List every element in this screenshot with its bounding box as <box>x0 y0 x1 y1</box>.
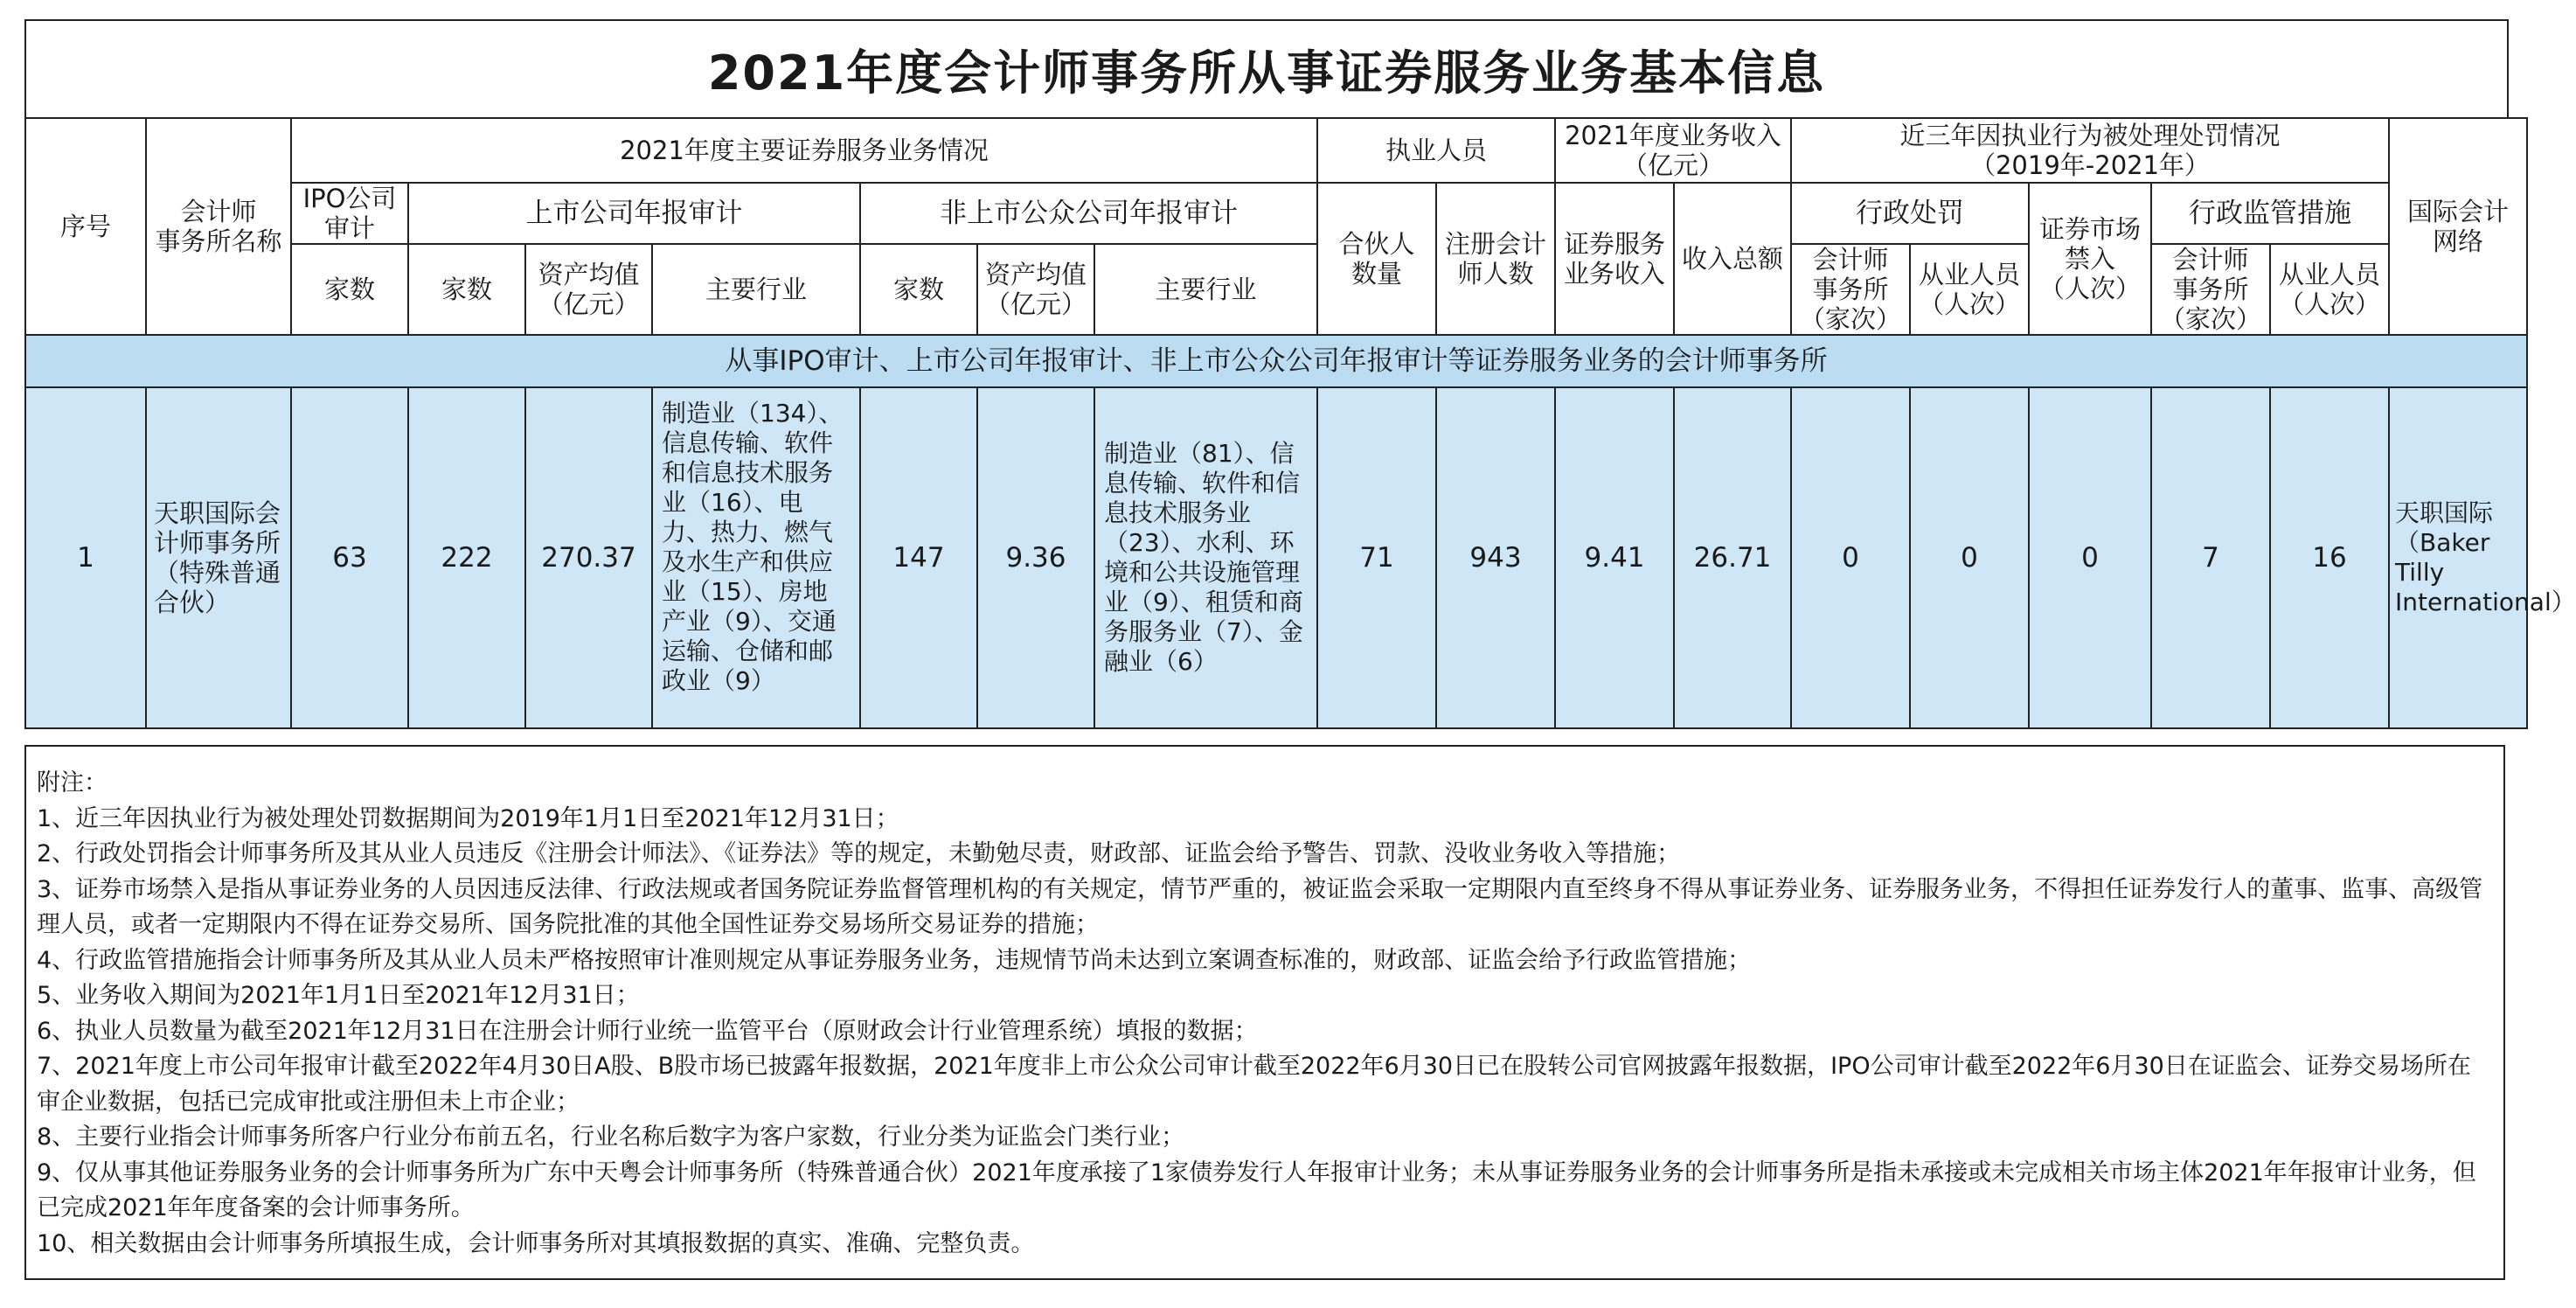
header-partners: 合伙人 数量 <box>1317 183 1436 335</box>
header-revenue: 2021年度业务收入 （亿元） <box>1555 118 1791 183</box>
header-seq: 序号 <box>25 118 146 335</box>
firm-info-table <box>24 117 2576 729</box>
header-penalty-staff: 从业人员 （人次） <box>1910 244 2029 335</box>
header-nonlisted-count: 家数 <box>860 244 977 335</box>
cell-market-ban: 0 <box>2029 387 2151 728</box>
header-firm-name: 会计师 事务所名称 <box>146 118 291 335</box>
cell-nonlisted-asset-avg: 9.36 <box>977 387 1094 728</box>
cell-seq: 1 <box>25 387 146 728</box>
cell-listed-industry: 制造业（134）、信息传输、软件和信息技术服务业（16）、电力、热力、燃气及水生产和供应业（15）、房地产业（9）、交通运输、仓储和邮政业（9） <box>652 387 860 728</box>
cell-listed-asset-avg: 270.37 <box>525 387 652 728</box>
header-nonlisted-audit: 非上市公众公司年报审计 <box>860 183 1317 244</box>
cell-partners: 71 <box>1317 387 1436 728</box>
cell-supervision-staff: 16 <box>2270 387 2389 728</box>
section-label: 从事IPO审计、上市公司年报审计、非上市公众公司年报审计等证券服务业务的会计师事务所 <box>25 335 2527 387</box>
header-cpas: 注册会计 师人数 <box>1436 183 1555 335</box>
note-item: 7、2021年度上市公司年报审计截至2022年4月30日A股、B股市场已披露年报数据，2021年度非上市公众公司审计截至2022年6月30日已在股转公司官网披露年报数据，IPO公司审计截至2022年6月30日在证监会、证券交易场所在审企业数据，包括已完成审批或注册但未上市企业； <box>37 1053 2471 1116</box>
cell-firm-name: 天职国际会计师事务所（特殊普通合伙） <box>146 387 291 728</box>
report-page <box>24 19 2576 729</box>
note-item: 1、近三年因执业行为被处理处罚数据期间为2019年1月1日至2021年12月31日； <box>37 804 899 832</box>
header-admin-supervision: 行政监管措施 <box>2151 183 2389 244</box>
header-penalties: 近三年因执业行为被处理处罚情况 （2019年-2021年） <box>1791 118 2389 183</box>
notes-box <box>24 745 2505 1280</box>
note-item: 4、行政监管措施指会计师事务所及其从业人员未严格按照审计准则规定从事证券服务业务，违规情节尚未达到立案调查标准的，财政部、证监会给予行政监管措施； <box>37 946 1752 974</box>
cell-intl-network: 天职国际（Baker Tilly International） <box>2389 387 2527 728</box>
header-listed-count: 家数 <box>408 244 525 335</box>
page-title: 2021年度会计师事务所从事证券服务业务基本信息 <box>24 19 2509 117</box>
header-total-revenue: 收入总额 <box>1674 183 1791 335</box>
header-supervision-firm: 会计师 事务所 （家次） <box>2151 244 2270 335</box>
cell-nonlisted-count: 147 <box>860 387 977 728</box>
header-ipo-count: 家数 <box>291 244 408 335</box>
header-penalty-firm: 会计师 事务所 （家次） <box>1791 244 1910 335</box>
header-supervision-staff: 从业人员 （人次） <box>2270 244 2389 335</box>
header-nonlisted-asset-avg: 资产均值 （亿元） <box>977 244 1094 335</box>
header-admin-penalty: 行政处罚 <box>1791 183 2029 244</box>
cell-ipo-count: 63 <box>291 387 408 728</box>
header-ipo-audit: IPO公司 审计 <box>291 183 408 244</box>
header-nonlisted-industry: 主要行业 <box>1094 244 1317 335</box>
cell-total-revenue: 26.71 <box>1674 387 1791 728</box>
cell-supervision-firm: 7 <box>2151 387 2270 728</box>
note-item: 2、行政处罚指会计师事务所及其从业人员违反《注册会计师法》、《证券法》等的规定，未勤勉尽责，财政部、证监会给予警告、罚款、没收业务收入等措施； <box>37 840 1681 867</box>
note-item: 9、仅从事其他证券服务业务的会计师事务所为广东中天粤会计师事务所（特殊普通合伙）2021年度承接了1家债券发行人年报审计业务；未从事证券服务业务的会计师事务所是指未承接或未完成相关市场主体2021年年报审计业务，但已完成2021年年度备案的会计师事务所。 <box>37 1158 2476 1221</box>
header-market-ban: 证券市场 禁入 （人次） <box>2029 183 2151 335</box>
cell-penalty-staff: 0 <box>1910 387 2029 728</box>
cell-nonlisted-industry: 制造业（81）、信息传输、软件和信息技术服务业（23）、水利、环境和公共设施管理业（9）、租赁和商务服务业（7）、金融业（6） <box>1094 387 1317 728</box>
notes-heading: 附注： <box>37 769 108 797</box>
note-item: 10、相关数据由会计师事务所填报生成，会计师事务所对其填报数据的真实、准确、完整负责。 <box>37 1229 1035 1257</box>
table-row <box>25 387 2527 728</box>
note-item: 5、业务收入期间为2021年1月1日至2021年12月31日； <box>37 982 640 1009</box>
note-item: 3、证券市场禁入是指从事证券业务的人员因违反法律、行政法规或者国务院证券监督管理机构的有关规定，情节严重的，被证监会采取一定期限内直至终身不得从事证券业务、证券服务业务，不得担任证券发行人的董事、监事、高级管理人员，或者一定期限内不得在证券交易所、国务院批准的其他全国性证券交易场所交易证券的措施； <box>37 875 2483 938</box>
header-intl-network: 国际会计 网络 <box>2389 118 2527 335</box>
note-item: 6、执业人员数量为截至2021年12月31日在注册会计师行业统一监管平台（原财政会计行业管理系统）填报的数据； <box>37 1017 1258 1045</box>
cell-sec-revenue: 9.41 <box>1555 387 1674 728</box>
header-listed-asset-avg: 资产均值 （亿元） <box>525 244 652 335</box>
note-item: 8、主要行业指会计师事务所客户行业分布前五名，行业名称后数字为客户家数，行业分类为证监会门类行业； <box>37 1124 1185 1151</box>
cell-listed-count: 222 <box>408 387 525 728</box>
header-main-business: 2021年度主要证券服务业务情况 <box>291 118 1317 183</box>
cell-cpas: 943 <box>1436 387 1555 728</box>
header-practitioners: 执业人员 <box>1317 118 1555 183</box>
header-listed-industry: 主要行业 <box>652 244 860 335</box>
header-listed-audit: 上市公司年报审计 <box>408 183 860 244</box>
header-sec-revenue: 证券服务 业务收入 <box>1555 183 1674 335</box>
cell-penalty-firm: 0 <box>1791 387 1910 728</box>
